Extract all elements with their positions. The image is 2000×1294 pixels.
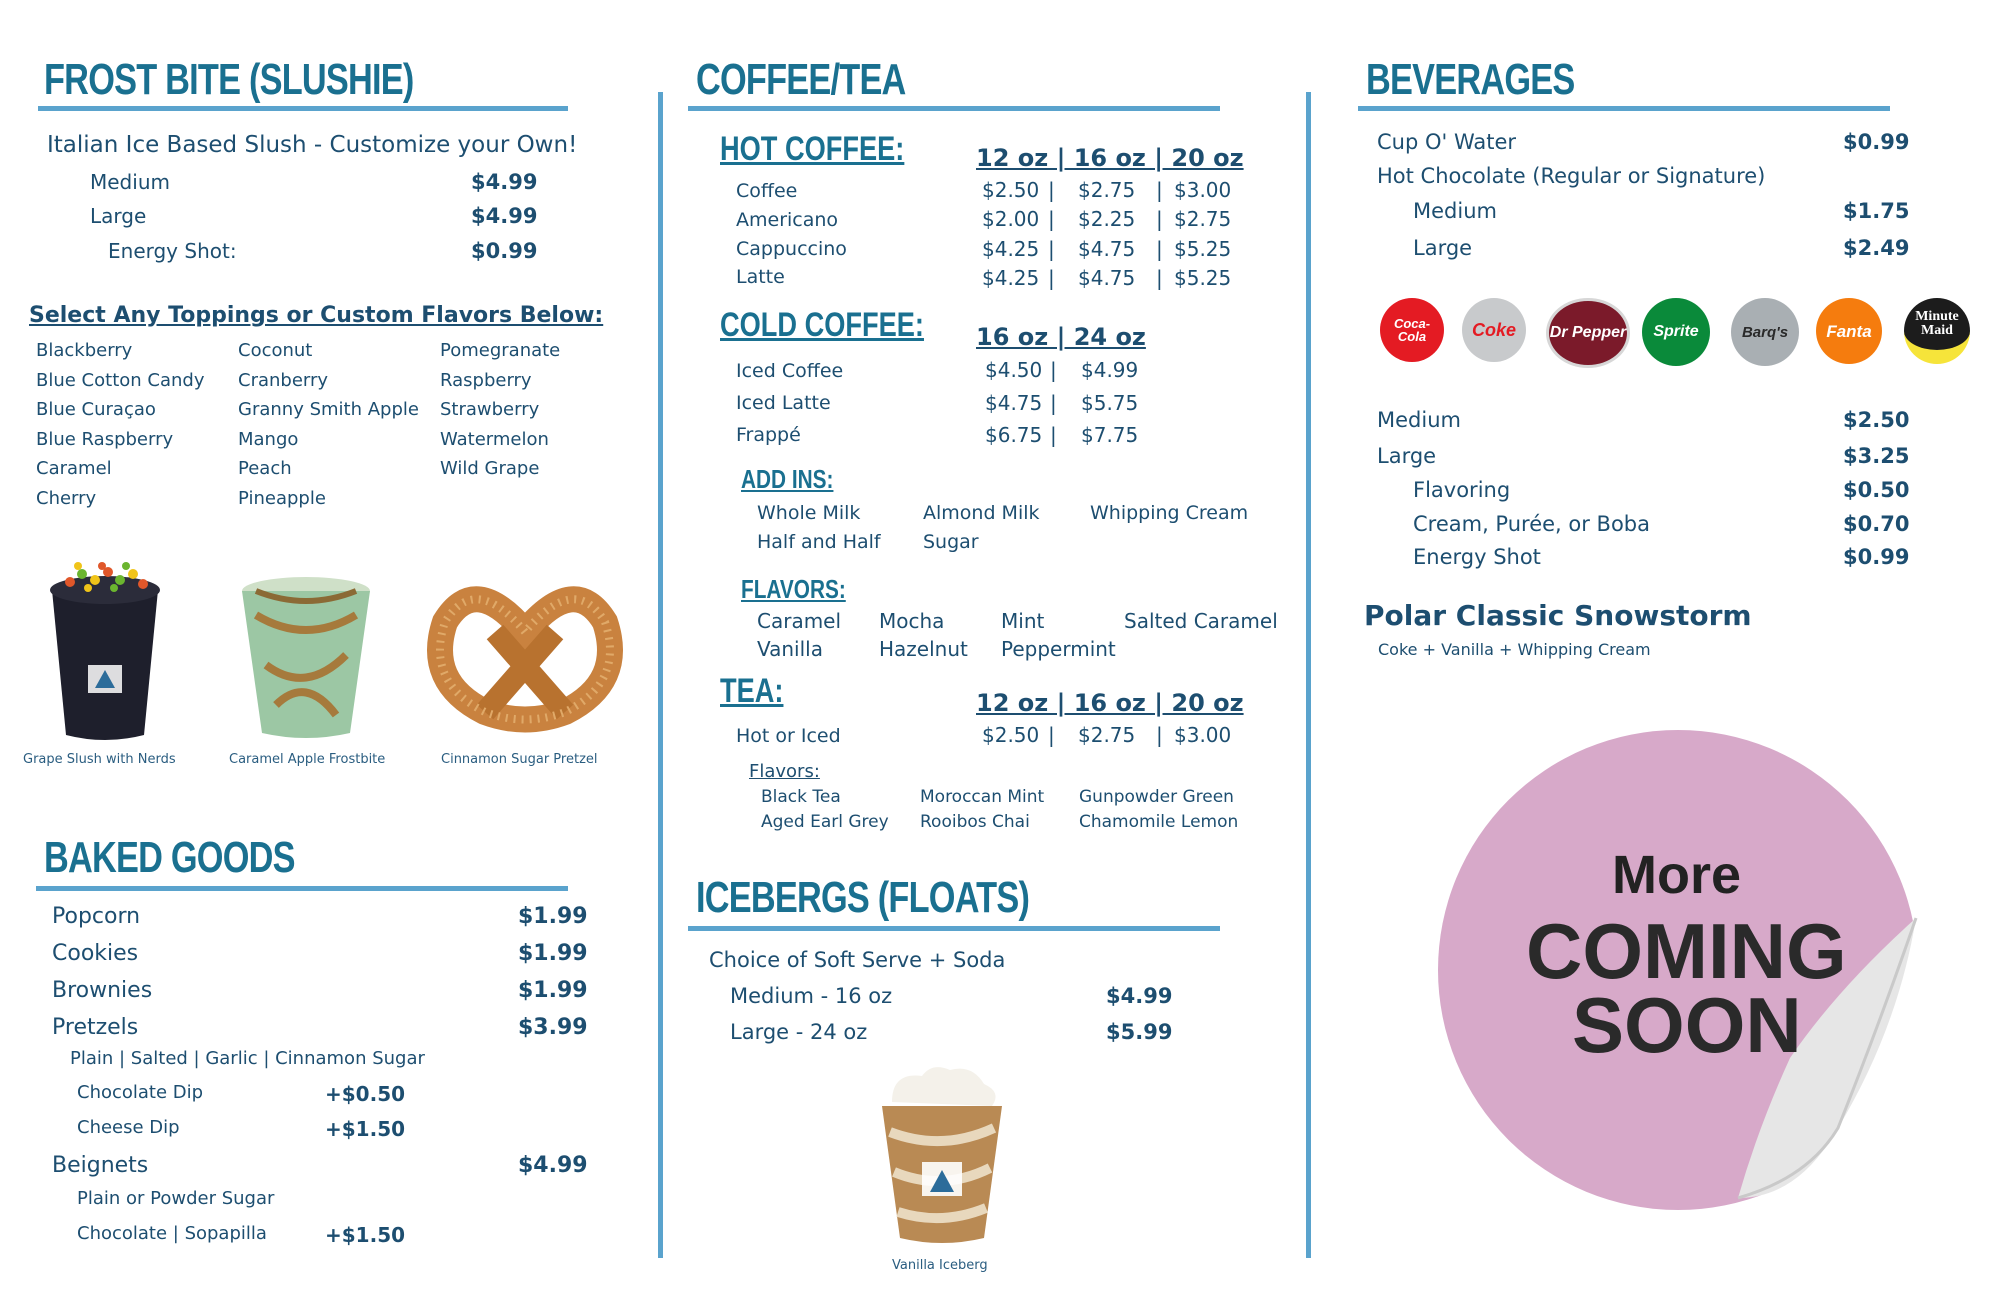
tea-item-name: Hot or Iced: [736, 725, 841, 747]
topping-item: Strawberry: [440, 399, 540, 420]
tea-flavor-item: Black Tea: [761, 787, 841, 807]
tea-price: $2.75: [1078, 723, 1136, 747]
pretzel-addon-price: +$0.50: [325, 1082, 406, 1106]
photo-caption: Caramel Apple Frostbite: [229, 752, 386, 767]
hot-coffee-price: $5.25: [1174, 266, 1232, 290]
baked-item-price: $1.99: [518, 904, 588, 929]
iceberg-item-name: Medium - 16 oz: [730, 984, 893, 1008]
soda-item-price: $0.70: [1843, 512, 1910, 536]
tea-flavor-item: Moroccan Mint: [920, 787, 1045, 807]
frostbite-item-price: $0.99: [471, 239, 538, 263]
price-separator: |: [1156, 266, 1163, 290]
tea-flavor-item: Chamomile Lemon: [1079, 812, 1239, 832]
baked-item-price: $4.99: [518, 1153, 588, 1178]
cold-coffee-price: $6.75: [985, 423, 1043, 447]
price-separator: |: [1048, 723, 1055, 747]
tea-title: TEA:: [720, 672, 784, 710]
frostbite-title: FROST BITE (SLUSHIE): [44, 55, 414, 104]
icebergs-rule: [688, 926, 1220, 931]
iceberg-item-price: $4.99: [1106, 984, 1173, 1008]
tea-price: $3.00: [1174, 723, 1232, 747]
frostbite-desc: Italian Ice Based Slush - Customize your Own!: [47, 132, 578, 158]
addin-item: Whole Milk: [757, 502, 861, 524]
pretzel-addon-price: +$1.50: [325, 1117, 406, 1141]
pretzel-addon-name: Cheese Dip: [77, 1117, 180, 1138]
cold-coffee-name: Iced Latte: [736, 392, 831, 414]
column-divider-left: [658, 92, 663, 1258]
topping-item: Pineapple: [238, 488, 326, 509]
baked-item-price: $1.99: [518, 978, 588, 1003]
price-separator: |: [1156, 723, 1163, 747]
cold-coffee-name: Iced Coffee: [736, 360, 844, 382]
flavor-item: Peppermint: [1001, 637, 1116, 661]
topping-item: Pomegranate: [440, 340, 561, 361]
coca-cola-logo-icon: Coca-Cola: [1380, 298, 1444, 362]
tea-flavor-item: Rooibos Chai: [920, 812, 1030, 832]
topping-item: Coconut: [238, 340, 313, 361]
hot-coffee-price: $5.25: [1174, 237, 1232, 261]
sprite-logo-icon: Sprite: [1642, 298, 1710, 366]
cold-coffee-name: Frappé: [736, 424, 801, 446]
beverages-rule: [1358, 106, 1890, 111]
hot-coffee-price: $2.75: [1078, 178, 1136, 202]
baked-item-name: Pretzels: [52, 1015, 139, 1040]
pretzel-image: [425, 572, 625, 737]
addin-item: Half and Half: [757, 531, 881, 553]
flavor-item: Caramel: [757, 609, 842, 633]
beverage-item-price: $2.49: [1843, 236, 1910, 260]
flavor-item: Salted Caramel: [1124, 609, 1278, 633]
coming-soon-line1: More: [1612, 845, 1742, 905]
hot-coffee-price: $4.75: [1078, 266, 1136, 290]
tea-price: $2.50: [982, 723, 1040, 747]
hot-coffee-name: Cappuccino: [736, 238, 847, 260]
soda-item-price: $2.50: [1843, 408, 1910, 432]
column-divider-right: [1306, 92, 1311, 1258]
hot-coffee-price: $2.50: [982, 178, 1040, 202]
topping-item: Peach: [238, 458, 292, 479]
soda-item-name: Medium: [1377, 408, 1461, 432]
price-separator: |: [1048, 178, 1055, 202]
barqs-logo-icon: Barq's: [1731, 298, 1799, 366]
hot-coffee-name: Coffee: [736, 180, 798, 202]
topping-item: Watermelon: [440, 429, 549, 450]
soda-item-name: Flavoring: [1413, 478, 1511, 502]
flavor-item: Mocha: [879, 609, 945, 633]
frostbite-rule: [38, 106, 568, 111]
special-desc: Coke + Vanilla + Whipping Cream: [1378, 640, 1651, 659]
hot-coffee-price: $2.00: [982, 207, 1040, 231]
photo-caption: Vanilla Iceberg: [892, 1258, 988, 1273]
hot-coffee-name: Latte: [736, 266, 785, 288]
iceberg-item-name: Large - 24 oz: [730, 1020, 868, 1044]
beverage-item-name: Medium: [1413, 199, 1497, 223]
beverage-item-name: Large: [1413, 236, 1473, 260]
beignet-addon-price: +$1.50: [325, 1223, 406, 1247]
hot-coffee-price: $3.00: [1174, 178, 1232, 202]
flavor-item: Hazelnut: [879, 637, 968, 661]
topping-item: Blue Curaçao: [36, 399, 156, 420]
soda-item-price: $0.50: [1843, 478, 1910, 502]
beignet-options: Plain or Powder Sugar: [77, 1188, 275, 1209]
coke-logo-icon: Coke: [1462, 298, 1526, 362]
addin-item: Almond Milk: [923, 502, 1040, 524]
baked-title: BAKED GOODS: [44, 833, 295, 882]
hot-coffee-name: Americano: [736, 209, 839, 231]
price-separator: |: [1050, 423, 1057, 447]
baked-item-price: $1.99: [518, 941, 588, 966]
price-separator: |: [1050, 391, 1057, 415]
minute-maid-logo-icon: Minute Maid: [1904, 298, 1970, 364]
price-separator: |: [1156, 178, 1163, 202]
tea-flavor-item: Aged Earl Grey: [761, 812, 889, 832]
grape-slush-image: [40, 560, 170, 745]
iceberg-item-price: $5.99: [1106, 1020, 1173, 1044]
beverages-title: BEVERAGES: [1366, 55, 1575, 104]
price-separator: |: [1048, 237, 1055, 261]
topping-item: Wild Grape: [440, 458, 540, 479]
price-separator: |: [1048, 266, 1055, 290]
hot-coffee-price: $4.75: [1078, 237, 1136, 261]
addin-item: Whipping Cream: [1090, 502, 1249, 524]
beverage-item-price: $0.99: [1843, 130, 1910, 154]
tea-sizes: 12 oz | 16 oz | 20 oz: [976, 689, 1244, 717]
beverage-item-name: Cup O' Water: [1377, 130, 1517, 154]
cold-coffee-title: COLD COFFEE:: [720, 306, 924, 344]
coffee-rule: [688, 106, 1220, 111]
frostbite-item-name: Energy Shot:: [108, 239, 237, 263]
hot-coffee-sizes: 12 oz | 16 oz | 20 oz: [976, 144, 1244, 172]
topping-item: Cranberry: [238, 370, 329, 391]
hot-coffee-price: $4.25: [982, 266, 1040, 290]
cold-coffee-price: $5.75: [1081, 391, 1139, 415]
soda-item-price: $0.99: [1843, 545, 1910, 569]
baked-rule: [36, 886, 568, 891]
topping-item: Raspberry: [440, 370, 532, 391]
topping-item: Cherry: [36, 488, 97, 509]
price-separator: |: [1048, 207, 1055, 231]
coming-soon-line3: SOON: [1572, 981, 1802, 1069]
hot-coffee-price: $2.25: [1078, 207, 1136, 231]
dr-pepper-logo-icon: Dr Pepper: [1546, 298, 1630, 368]
topping-item: Blue Raspberry: [36, 429, 174, 450]
frostbite-item-name: Large: [90, 204, 147, 228]
vanilla-iceberg-image: [872, 1062, 1012, 1247]
topping-item: Caramel: [36, 458, 112, 479]
coming-soon-line2: COMING: [1526, 907, 1847, 995]
beverage-item-price: $1.75: [1843, 199, 1910, 223]
baked-item-name: Popcorn: [52, 904, 141, 929]
baked-item-name: Cookies: [52, 941, 139, 966]
flavor-item: Mint: [1001, 609, 1045, 633]
price-separator: |: [1156, 237, 1163, 261]
soda-item-price: $3.25: [1843, 444, 1910, 468]
toppings-title: Select Any Toppings or Custom Flavors Below:: [29, 303, 604, 328]
topping-item: Blue Cotton Candy: [36, 370, 205, 391]
pretzel-options: Plain | Salted | Garlic | Cinnamon Sugar: [70, 1048, 425, 1069]
special-title: Polar Classic Snowstorm: [1364, 599, 1752, 632]
coffee-title: COFFEE/TEA: [696, 55, 906, 104]
soda-item-name: Cream, Purée, or Boba: [1413, 512, 1651, 536]
price-separator: |: [1050, 358, 1057, 382]
fanta-logo-icon: Fanta: [1816, 298, 1882, 364]
beverage-item-name: Hot Chocolate (Regular or Signature): [1377, 164, 1766, 188]
icebergs-title: ICEBERGS (FLOATS): [696, 873, 1030, 922]
frostbite-item-price: $4.99: [471, 170, 538, 194]
price-separator: |: [1156, 207, 1163, 231]
addins-title: ADD INS:: [741, 464, 834, 494]
cold-coffee-price: $4.50: [985, 358, 1043, 382]
baked-item-price: $3.99: [518, 1015, 588, 1040]
beignet-addon-name: Chocolate | Sopapilla: [77, 1223, 267, 1244]
hot-coffee-price: $4.25: [982, 237, 1040, 261]
topping-item: Mango: [238, 429, 299, 450]
cold-coffee-price: $4.99: [1081, 358, 1139, 382]
photo-caption: Cinnamon Sugar Pretzel: [441, 752, 598, 767]
caramel-apple-image: [236, 575, 376, 743]
cold-coffee-price: $7.75: [1081, 423, 1139, 447]
cold-coffee-price: $4.75: [985, 391, 1043, 415]
hot-coffee-title: HOT COFFEE:: [720, 130, 905, 168]
soda-item-name: Energy Shot: [1413, 545, 1541, 569]
cold-coffee-sizes: 16 oz | 24 oz: [976, 323, 1146, 351]
tea-flavor-item: Gunpowder Green: [1079, 787, 1234, 807]
frostbite-item-price: $4.99: [471, 204, 538, 228]
hot-coffee-price: $2.75: [1174, 207, 1232, 231]
flavors-title: FLAVORS:: [741, 574, 846, 604]
soda-item-name: Large: [1377, 444, 1437, 468]
photo-caption: Grape Slush with Nerds: [23, 752, 176, 767]
baked-item-name: Brownies: [52, 978, 153, 1003]
addin-item: Sugar: [923, 531, 979, 553]
frostbite-item-name: Medium: [90, 170, 170, 194]
pretzel-addon-name: Chocolate Dip: [77, 1082, 204, 1103]
flavor-item: Vanilla: [757, 637, 823, 661]
topping-item: Granny Smith Apple: [238, 399, 419, 420]
baked-item-name: Beignets: [52, 1153, 149, 1178]
tea-flavors-title: Flavors:: [749, 761, 820, 782]
icebergs-desc: Choice of Soft Serve + Soda: [709, 948, 1006, 972]
topping-item: Blackberry: [36, 340, 133, 361]
